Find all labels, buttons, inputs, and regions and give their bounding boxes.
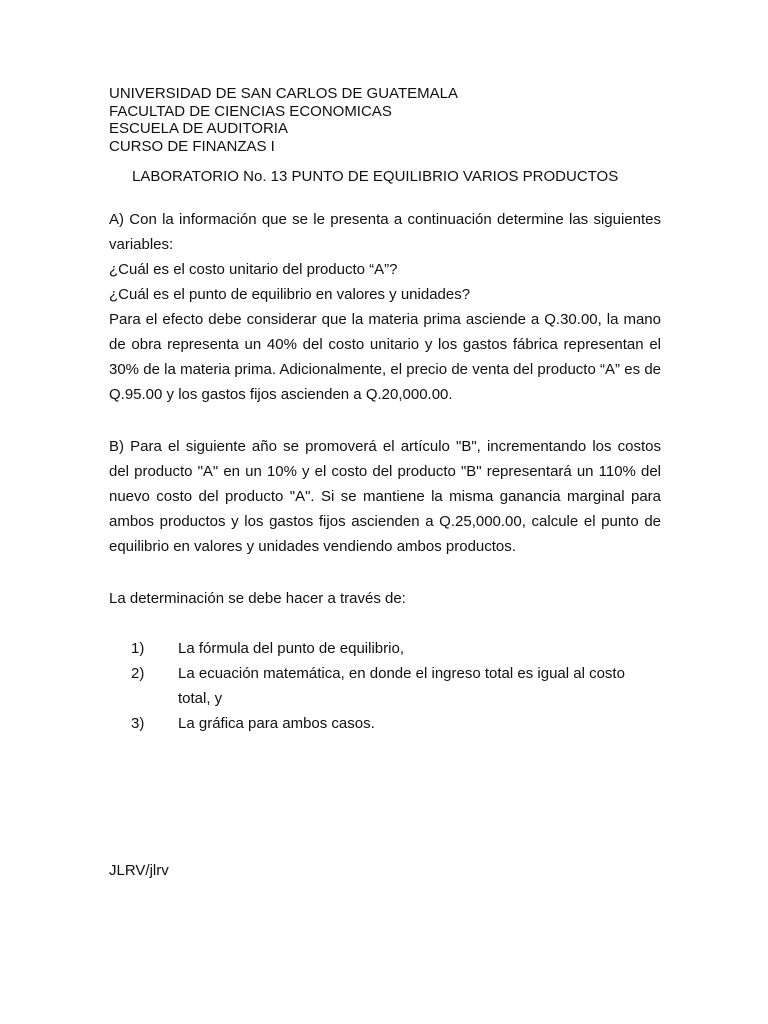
method-list [109, 636, 661, 736]
list-item [109, 661, 661, 711]
list-item-text: La ecuación matemática, en donde el ingreso total es igual al costo total, y [178, 665, 625, 707]
lab-title: LABORATORIO No. 13 PUNTO DE EQUILIBRIO VARIOS PRODUCTOS [132, 168, 619, 185]
list-item-number: 1) [131, 640, 145, 657]
section-a-intro: A) Con la información que se le presenta a continuación determine las siguientes variables: [109, 211, 661, 253]
section-a-question-2: ¿Cuál es el punto de equilibrio en valores y unidades? [109, 286, 471, 303]
section-b [109, 434, 661, 559]
course-name: CURSO DE FINANZAS I [109, 137, 275, 155]
faculty-name: FACULTAD DE CIENCIAS ECONOMICAS [109, 102, 392, 120]
document-header [109, 85, 669, 155]
section-a-details: Para el efecto debe considerar que la materia prima asciende a Q.30.00, la mano de obra representa un 40% del costo unitario y los gastos fábrica representan el 30% de la materia prima. Adicionalmente, el precio de venta del producto “A” es de Q.95.00 y los gastos fijos ascienden a Q.20,000.00. [109, 311, 661, 403]
section-a [109, 207, 661, 407]
list-item-number: 3) [131, 715, 145, 732]
determination-intro-text: La determinación se debe hacer a través de: [109, 590, 406, 607]
list-item-text: La gráfica para ambos casos. [178, 715, 375, 732]
list-item-text: La fórmula del punto de equilibrio, [178, 640, 404, 657]
determination-intro [109, 586, 661, 611]
section-a-question-1: ¿Cuál es el costo unitario del producto “A”? [109, 261, 398, 278]
list-item [109, 711, 661, 736]
list-item-number: 2) [131, 665, 145, 682]
section-b-text: B) Para el siguiente año se promoverá el artículo "B", incrementando los costos del producto "A" en un 10% y el costo del producto "B" representará un 110% del nuevo costo del producto "A". Si se mantiene la misma ganancia marginal para ambos productos y los gastos fijos ascienden a Q.25,000.00, calcule el punto de equilibrio en valores y unidades vendiendo ambos productos. [109, 438, 661, 555]
list-item [109, 636, 661, 661]
author-initials: JLRV/jlrv [109, 862, 169, 879]
school-name: ESCUELA DE AUDITORIA [109, 120, 288, 137]
university-name: UNIVERSIDAD DE SAN CARLOS DE GUATEMALA [109, 85, 458, 102]
